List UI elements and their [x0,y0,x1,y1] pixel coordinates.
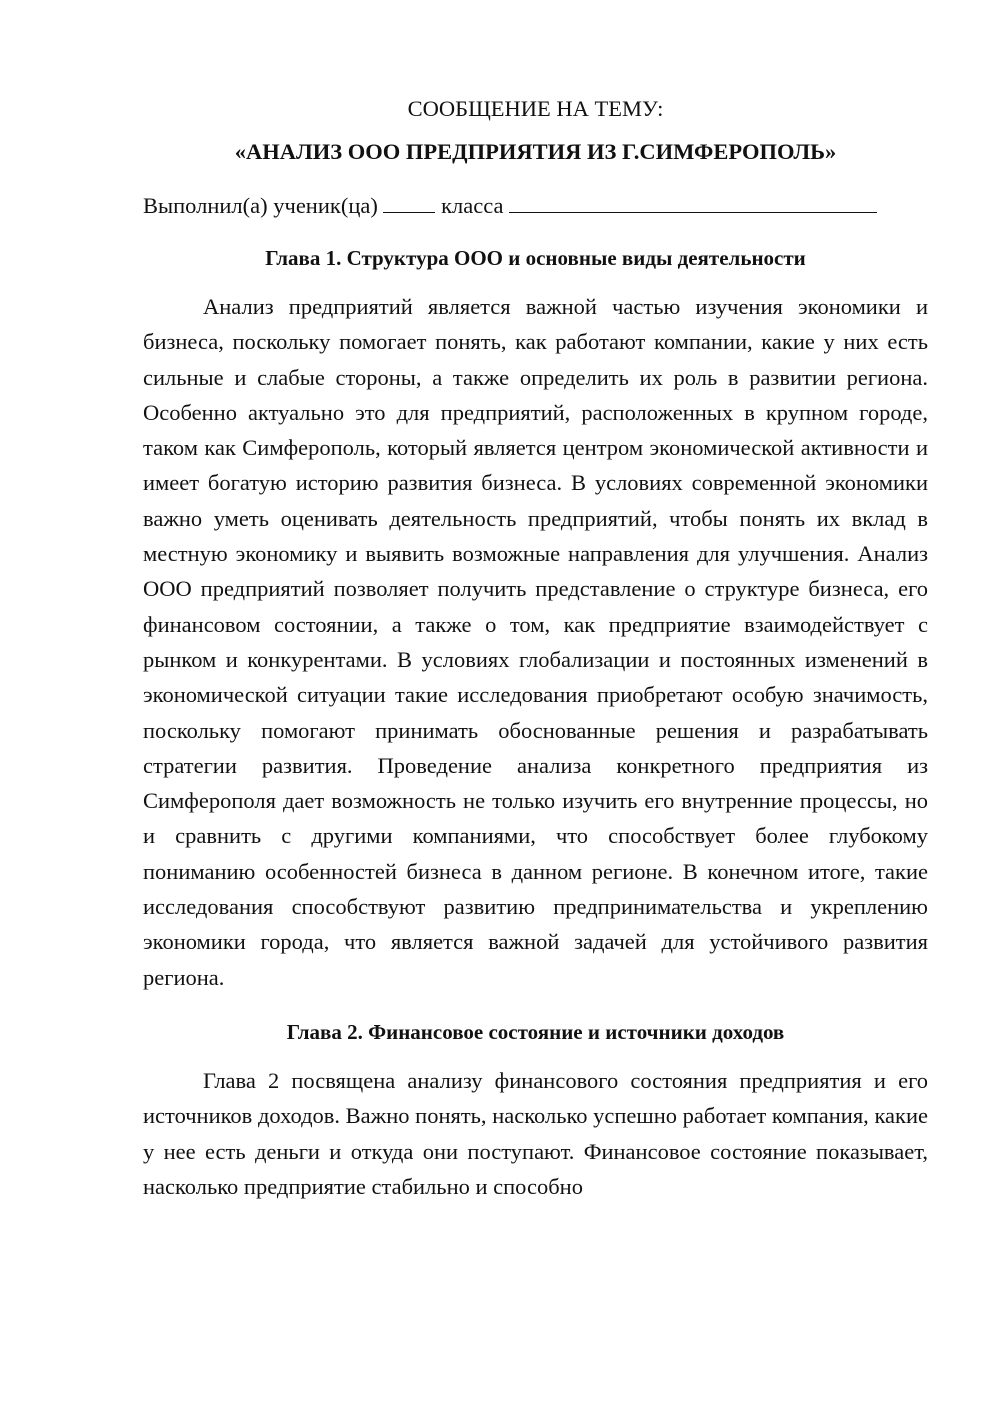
document-page [143,92,928,1204]
class-number-blank [383,192,435,213]
chapter-2-heading: Глава 2. Финансовое состояние и источники доходов [286,1019,785,1044]
author-line [143,189,928,223]
student-name-blank [509,192,877,213]
author-prefix: Выполнил(а) ученик(ца) [143,193,378,218]
author-class-label: класса [441,193,504,218]
chapter-1-heading: Глава 1. Структура ООО и основные виды деятельности [265,246,806,270]
document-subtitle: СООБЩЕНИЕ НА ТЕМУ: [407,96,664,121]
document-title: «АНАЛИЗ ООО ПРЕДПРИЯТИЯ ИЗ Г.СИМФЕРОПОЛЬ» [234,139,837,164]
chapter-1-paragraph: Анализ предприятий является важной частью изучения экономики и бизнеса, поскольку помогает понять, как работают компании, какие у них есть сильные и слабые стороны, а также определить их роль в развитии региона. Особенно актуально это для предприятий, расположенных в крупном городе, таком как Симферополь, который является центром экономической активности и имеет богатую историю развития бизнеса. В условиях современной экономики важно уметь оценивать деятельность предприятий, чтобы понять их вклад в местную экономику и выявить возможные направления для улучшения. Анализ ООО предприятий позволяет получить представление о структуре бизнеса, его финансовом состоянии, а также о том, как предприятие взаимодействует с рынком и конкурентами. В условиях глобализации и постоянных изменений в экономической ситуации такие исследования приобретают особую значимость, поскольку помогают принимать обоснованные решения и разрабатывать стратегии развития. Проведение анализа конкретного предприятия из Симферополя дает возможность не только изучить его внутренние процессы, но и сравнить с другими компаниями, что способствует более глубокому пониманию особенностей бизнеса в данном регионе. В конечном итоге, такие исследования способствуют развитию предпринимательства и укреплению экономики города, что является важной задачей для устойчивого развития региона. [143,294,928,990]
chapter-2-paragraph: Глава 2 посвящена анализу финансового состояния предприятия и его источников доходов. Важно понять, насколько успешно работает компания, какие у нее есть деньги и откуда они поступают. Финансовое состояние показывает, насколько предприятие стабильно и способно [143,1067,928,1199]
